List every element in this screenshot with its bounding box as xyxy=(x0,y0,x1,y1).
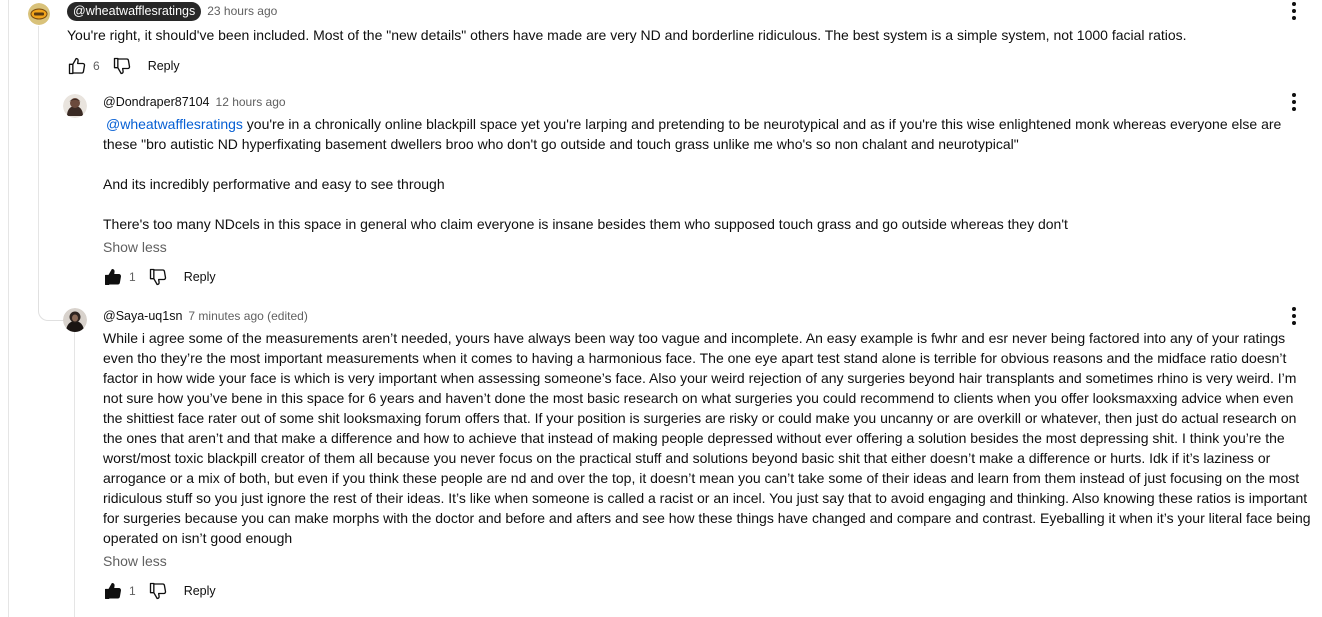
avatar[interactable] xyxy=(63,94,87,118)
reply-button[interactable]: Reply xyxy=(183,584,216,598)
dot-icon xyxy=(1292,16,1296,20)
comment-author[interactable]: @Dondraper87104 xyxy=(103,95,210,109)
like-count: 1 xyxy=(129,584,136,598)
like-count: 6 xyxy=(93,59,100,73)
dot-icon xyxy=(1292,100,1296,104)
thumbs-down-icon xyxy=(148,581,168,601)
comment xyxy=(67,1,1287,81)
mention-link[interactable]: @wheatwafflesratings xyxy=(106,116,243,132)
comment xyxy=(103,92,1313,292)
reply-button[interactable]: Reply xyxy=(183,270,216,284)
comment-actions xyxy=(67,51,1287,81)
comment-author[interactable]: @Saya-uq1sn xyxy=(103,309,183,323)
like-count: 1 xyxy=(129,270,136,284)
thread-line xyxy=(74,332,75,617)
dot-icon xyxy=(1292,107,1296,111)
dot-icon xyxy=(1292,9,1296,13)
comment-author[interactable]: @wheatwafflesratings xyxy=(67,2,201,21)
comment-paragraph: There's too many NDcels in this space in general who claim everyone is insane besides them who supposed touch grass and go outside whereas they don't xyxy=(103,216,1068,232)
comment xyxy=(103,306,1315,606)
thread-line xyxy=(8,0,9,617)
comment-text xyxy=(67,25,1287,45)
comment-paragraph: While i agree some of the measurements aren’t needed, yours have always been way too vague and incomplete. An easy example is fwhr and esr never being factored into any of your ratings even tho they’re the most important measurements when it comes to having a harmonious face. The one eye apart test stand alone is terrible for obvious reasons and the midface ratio doesn’t factor in how wide your face is which is very important when assessing someone’s face. Also your weird rejection of any surgeries beyond hair transplants and sometimes rhino is very weird. I’m not sure how you’ve bene in this space for 6 years and haven’t done the most basic research on what surgeries you could recommend to clients when you offer looksmaxxing advice when even the shittiest face rater out of some shit looksmaxing forum offers that. If your position is surgeries are risky or could make you uncanny or are overkill or whatever, then just do actual research on the ones that aren’t and that make a difference and how to achieve that instead of making people depressed without ever offering a solution besides the most depressing shit. I think you’re the worst/most toxic blackpill creator of them all because you never focus on the practical stuff and solutions beyond basic shit that either doesn’t make a difference or hurts. Idk if it’s laziness or arrogance or a mix of both, but even if you think these people are nd and over the top, it doesn’t mean you can’t take some of their ideas and learn from them instead of just focusing on the most ridiculous stuff so you just ignore the rest of their ideas. It’s like when someone is called a racist or an incel. You just say that to avoid engaging and thinking. Also knowing these ratios is important for surgeries because you can make morphs with the doctor and before and afters and see how these things have changed and compare and contrast. Eyeballing it when it’s your literal face being operated on isn’t good enough xyxy=(103,330,1311,546)
comment-actions xyxy=(103,576,1315,606)
avatar[interactable] xyxy=(63,308,87,332)
like-button[interactable] xyxy=(67,56,87,76)
comment-timestamp[interactable]: 23 hours ago xyxy=(207,4,278,18)
show-less-button[interactable]: Show less xyxy=(103,553,167,569)
more-actions-button[interactable] xyxy=(1286,305,1302,327)
comment-text xyxy=(103,114,1313,234)
comment-paragraph xyxy=(103,114,1313,154)
thread-line xyxy=(38,26,39,296)
dislike-button[interactable] xyxy=(148,581,168,601)
avatar[interactable] xyxy=(28,3,50,25)
dislike-button[interactable] xyxy=(148,267,168,287)
like-button[interactable] xyxy=(103,267,123,287)
dot-icon xyxy=(1292,2,1296,6)
more-actions-button[interactable] xyxy=(1286,91,1302,113)
dot-icon xyxy=(1292,314,1296,318)
thumbs-up-filled-icon xyxy=(103,581,123,601)
dot-icon xyxy=(1292,307,1296,311)
thumbs-down-icon xyxy=(148,267,168,287)
more-actions-button[interactable] xyxy=(1286,0,1302,22)
like-button[interactable] xyxy=(103,581,123,601)
comment-paragraph: And its incredibly performative and easy to see through xyxy=(103,176,445,192)
comment-paragraph-text: you're in a chronically online blackpill space yet you're larping and pretending to be neurotypical and as if you're this wise enlightened monk whereas everyone else are these "bro autistic ND hyperfixating basement dwellers broo who don't go outside and touch grass unlike me who's so non chalant and neurotypical" xyxy=(103,116,1282,152)
dot-icon xyxy=(1292,321,1296,325)
thumbs-down-icon xyxy=(112,56,132,76)
comment-timestamp[interactable]: 7 minutes ago (edited) xyxy=(188,309,308,323)
reply-button[interactable]: Reply xyxy=(147,59,180,73)
thumbs-up-filled-icon xyxy=(103,267,123,287)
dot-icon xyxy=(1292,93,1296,97)
thread-connector xyxy=(38,290,65,321)
comment-actions xyxy=(103,262,1313,292)
comment-text xyxy=(103,328,1315,548)
show-less-button[interactable]: Show less xyxy=(103,239,167,255)
comment-timestamp[interactable]: 12 hours ago xyxy=(215,95,286,109)
comment-paragraph: You're right, it should've been included. Most of the "new details" others have made are very ND and borderline ridiculous. The best system is a simple system, not 1000 facial ratios. xyxy=(67,27,1187,43)
dislike-button[interactable] xyxy=(112,56,132,76)
thumbs-up-icon xyxy=(67,56,87,76)
